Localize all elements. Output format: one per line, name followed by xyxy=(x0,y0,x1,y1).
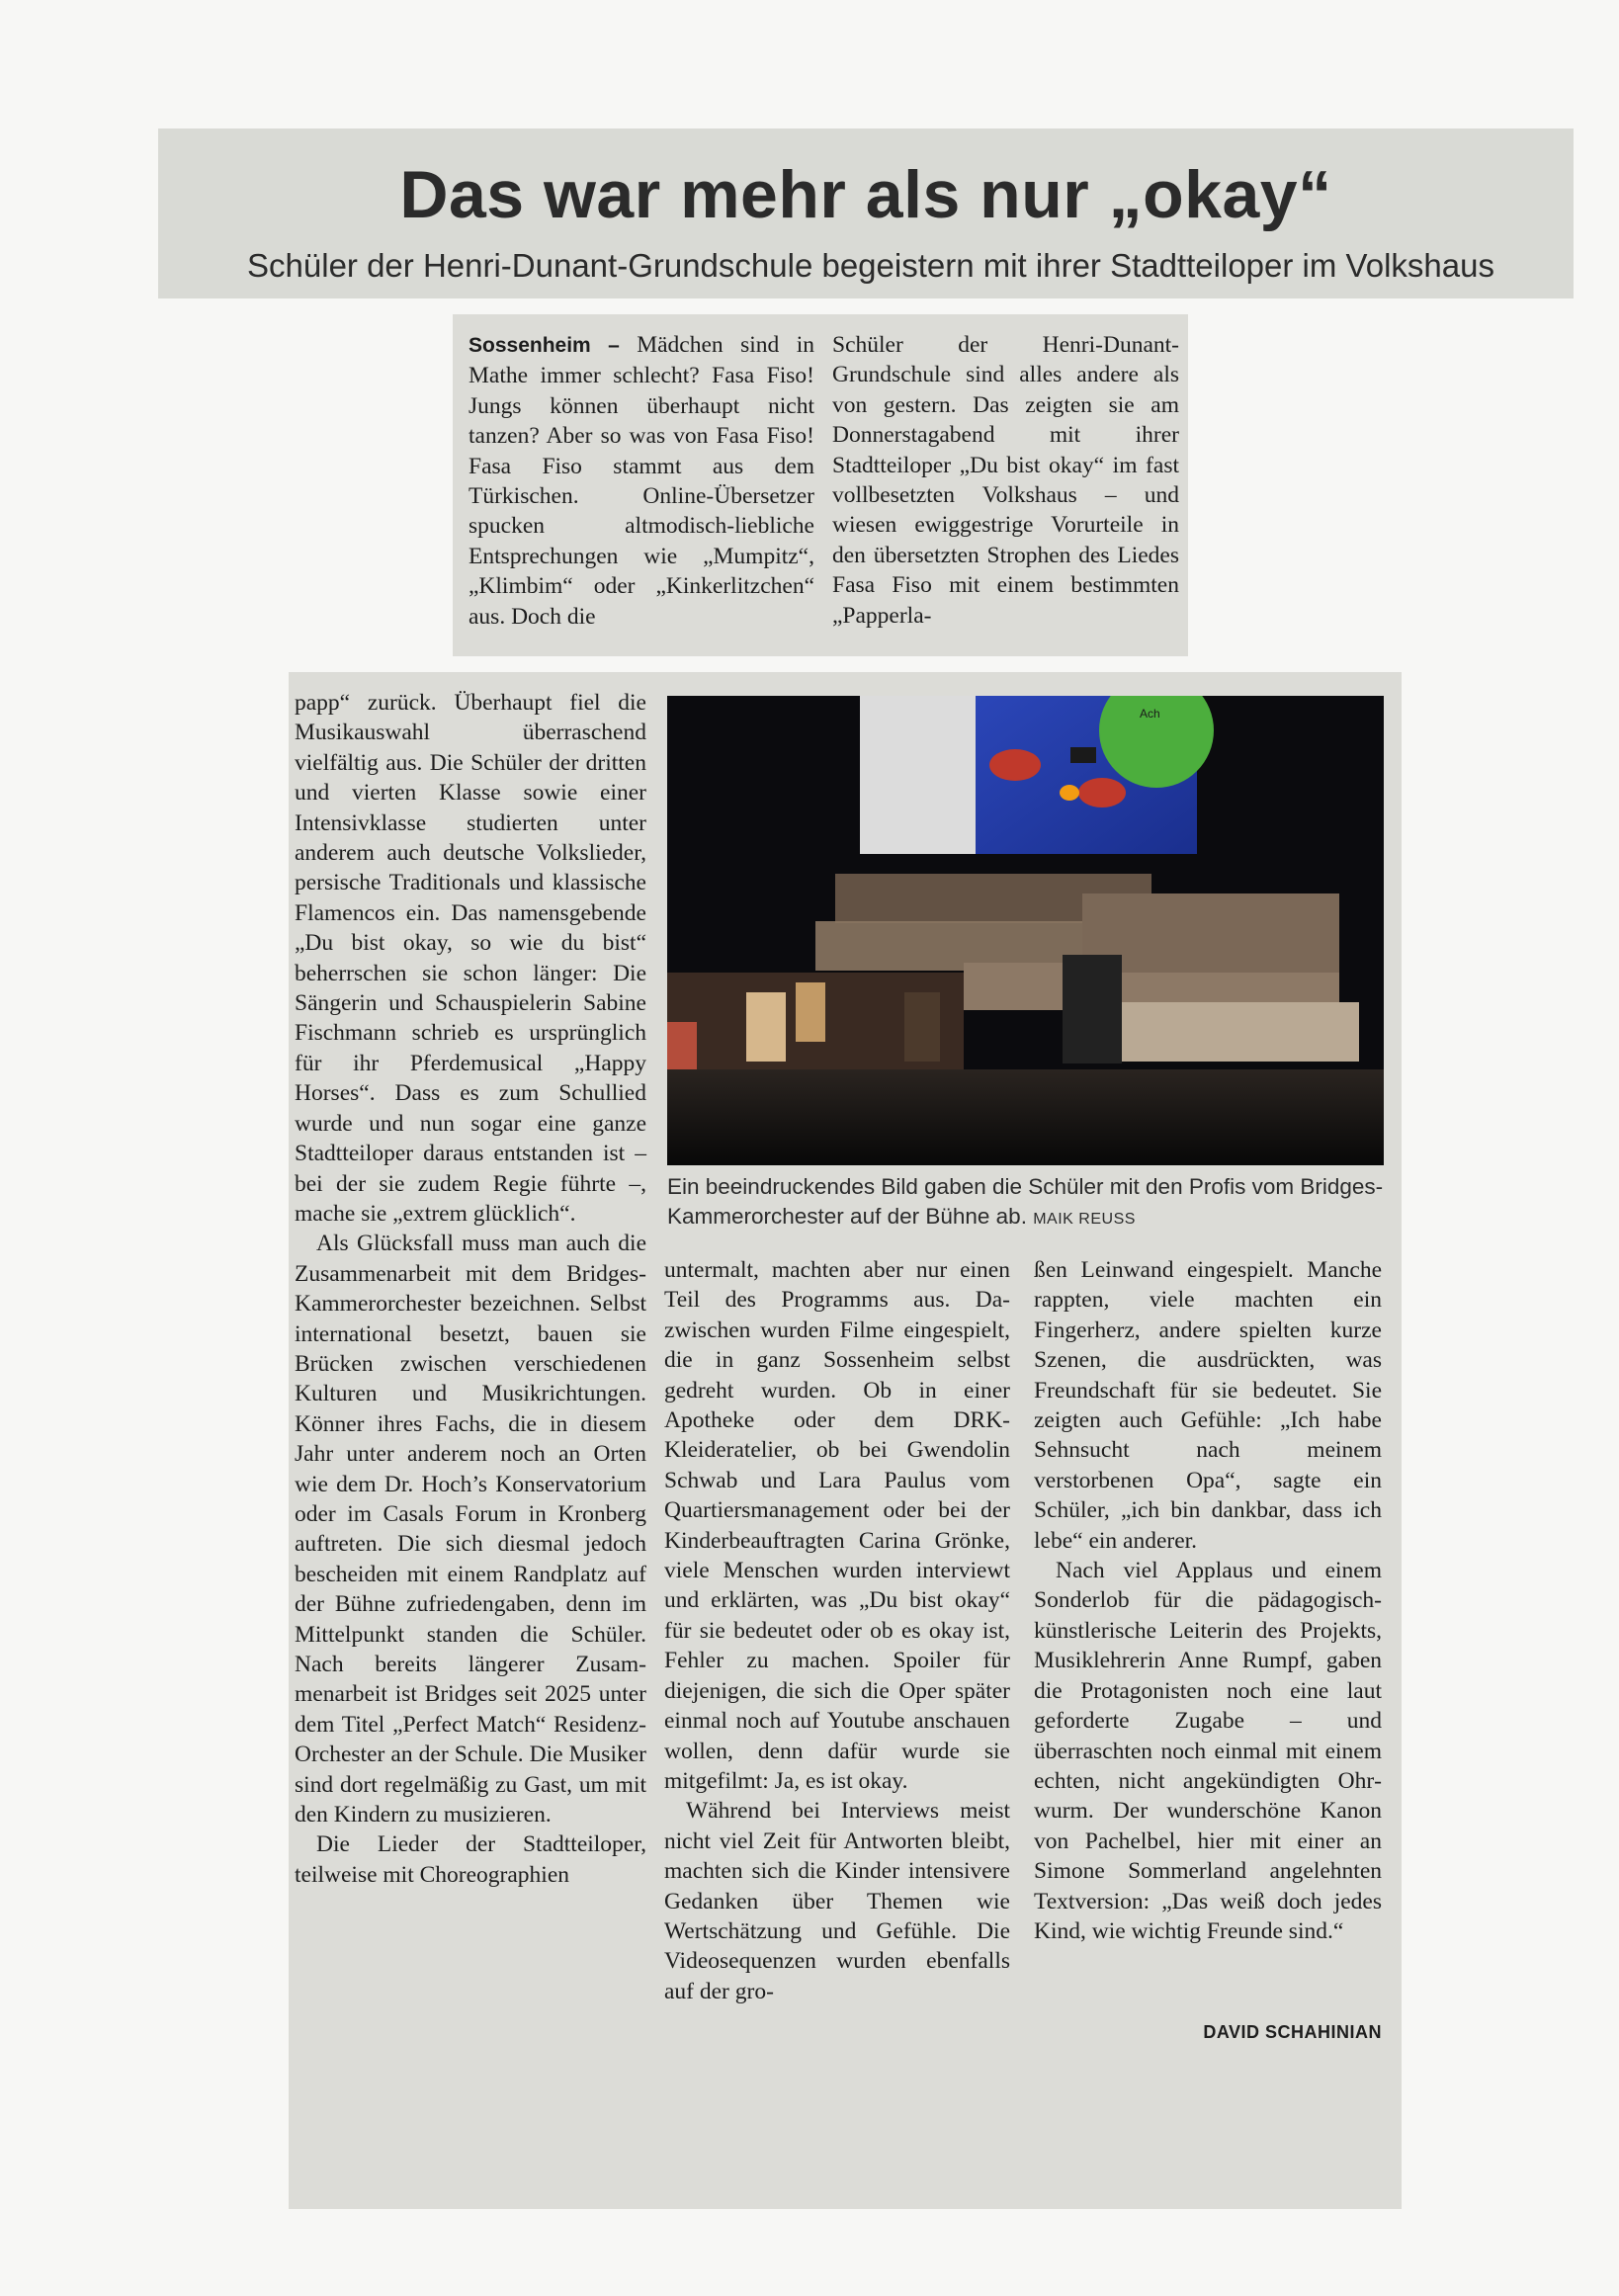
headline-box xyxy=(158,128,1574,298)
body-paragraph: Während bei Interviews meist nicht viel Zeit für Antworten bleibt, machten sich die Kinder intensivere Gedanken über Themen wie Wertschätzung und Gefühle. Die Videosequenzen wurden ebenfalls auf der gro- xyxy=(664,1798,1010,2004)
body-column-3 xyxy=(1034,1255,1382,1946)
article-headline: Das war mehr als nur „okay“ xyxy=(399,157,1332,232)
intro-text-2: Schüler der Henri-Dunant-Grundschule sind alles andere als von gestern. Das zeigten sie am Donnerstagabend mit ihrer Stadtteiloper „Du bist okay“ im fast vollbesetzten Volkshaus – und wiesen ewiggestrige Vorurteile in den übersetzten Strophen des Liedes Fasa Fiso mit einem bestimmten „Papperla- xyxy=(832,332,1179,629)
body-paragraph: ßen Leinwand eingespielt. Manche rappten, viele machten ein Fingerherz, andere spielten kurze Szenen, die ausdrückten, was Freundschaft für sie bedeutet. Sie zeigten auch Gefühle: „Ich habe Sehnsucht nach meinem verstorbenen Opa“, sagte ein Schüler, „ich bin dankbar, dass ich lebe“ ein anderer. xyxy=(1034,1257,1382,1554)
body-paragraph: Die Lieder der Stadtteiloper, teilweise mit Choreographien xyxy=(295,1831,646,1888)
stage-photo-illustration xyxy=(667,696,1384,1165)
article-subheadline: Schüler der Henri-Dunant-Grundschule begeistern mit ihrer Stadtteiloper im Volkshaus xyxy=(247,247,1494,284)
body-paragraph: untermalt, machten aber nur einen Teil des Programms aus. Dazwischen wurden Filme eingespielt, die in ganz Sossenheim selbst gedreht wurden. Ob in einer Apotheke oder dem DRK-Kleideratelier, ob bei Gwendolin Schwab und Lara Paulus vom Quartiersmanagement oder bei der Kinderbeauftragten Carina Grönke, viele Menschen wurden interviewt und erklärten, was „Du bist okay“ für sie bedeutet oder ob es okay ist, Fehler zu machen. Spoiler für diejenigen, die sich die Oper später einmal noch auf Youtube anschauen wollen, denn dafür wurde sie mitgefilmt: Ja, es ist okay. xyxy=(664,1257,1010,1794)
body-paragraph: Nach viel Applaus und einem Sonderlob für die pädagogisch-künstlerische Leiterin des Projekts, Musiklehrerin Anne Rumpf, gaben die Protagonisten noch eine laut geforderte Zugabe – und überraschten noch einmal mit einem echten, nicht angekündigten Ohrwurm. Der wunderschöne Kanon von Pachelbel, hier mit einer an Simone Sommerland angelehnten Textversion: „Das weiß doch jedes Kind, wie wichtig Freunde sind.“ xyxy=(1034,1558,1382,1944)
body-column-1 xyxy=(295,688,646,1890)
author-byline: DAVID SCHAHINIAN xyxy=(1203,2022,1382,2042)
body-paragraph: papp“ zurück. Überhaupt fiel die Musikauswahl überraschend vielfältig aus. Die Schüler der dritten und vierten Klasse sowie einer Intensivklasse studierten unter anderem auch deutsche Volkslieder, persische Traditionals und klassische Flamencos ein. Das namensgebende „Du bist okay, so wie du bist“ beherrschen sie schon länger: Die Sängerin und Schauspielerin Sabine Fischmann schrieb es ursprünglich für ihr Pferdemusical „Happy Horses“. Dass es zum Schullied wurde und nun sogar eine ganze Stadtteiloper daraus entstanden ist – bei der sie zudem Regie führte –, mache sie „extrem glücklich“. xyxy=(295,690,646,1227)
body-column-2 xyxy=(664,1255,1010,2006)
intro-column-1 xyxy=(469,330,814,632)
photo-caption xyxy=(667,1172,1389,1234)
photo-credit: MAIK REUSS xyxy=(1033,1211,1136,1228)
screen-text: Ach xyxy=(1140,707,1160,721)
orchestra-group xyxy=(667,973,964,1071)
dateline-kicker: Sossenheim – xyxy=(469,334,620,357)
body-paragraph: Als Glücksfall muss man auch die Zusammenarbeit mit dem Bridges-Kammerorchester bezeichnen. Selbst international besetzt, bauen sie Brücken zwischen verschiedenen Kulturen und Musikrichtungen. Könner ihres Fachs, die in diesem Jahr unter anderem noch an Orten wie dem Dr. Hoch’s Konservatorium oder im Casals Forum in Kronberg auftreten. Die sich diesmal jedoch bescheiden mit einem Randplatz auf der Bühne zufriedengaben, denn im Mittelpunkt standen die Schüler. Nach bereits längerer Zusammenarbeit ist Bridges seit 2025 unter dem Titel „Perfect Match“ Residenz-Orchester an der Schule. Die Musiker sind dort regelmäßig zu Gast, um mit den Kindern zu musizieren. xyxy=(295,1231,646,1828)
article-photo xyxy=(667,696,1384,1165)
intro-column-2 xyxy=(832,330,1179,631)
intro-text-1: Mädchen sind in Mathe immer schlecht? Fasa Fiso! Jungs können überhaupt nicht tanzen? Aber so was von Fasa Fiso! Fasa Fiso stammt aus dem Türkischen. Online-Übersetzer spucken altmodisch-liebliche Entsprechungen wie „Mumpitz“, „Klimbim“ oder „Kinkerlitzchen“ aus. Doch die xyxy=(469,332,814,630)
caption-text: Ein beeindruckendes Bild gaben die Schüler mit den Profis vom Bridges-Kammerorchester auf der Bühne ab. xyxy=(667,1174,1384,1229)
